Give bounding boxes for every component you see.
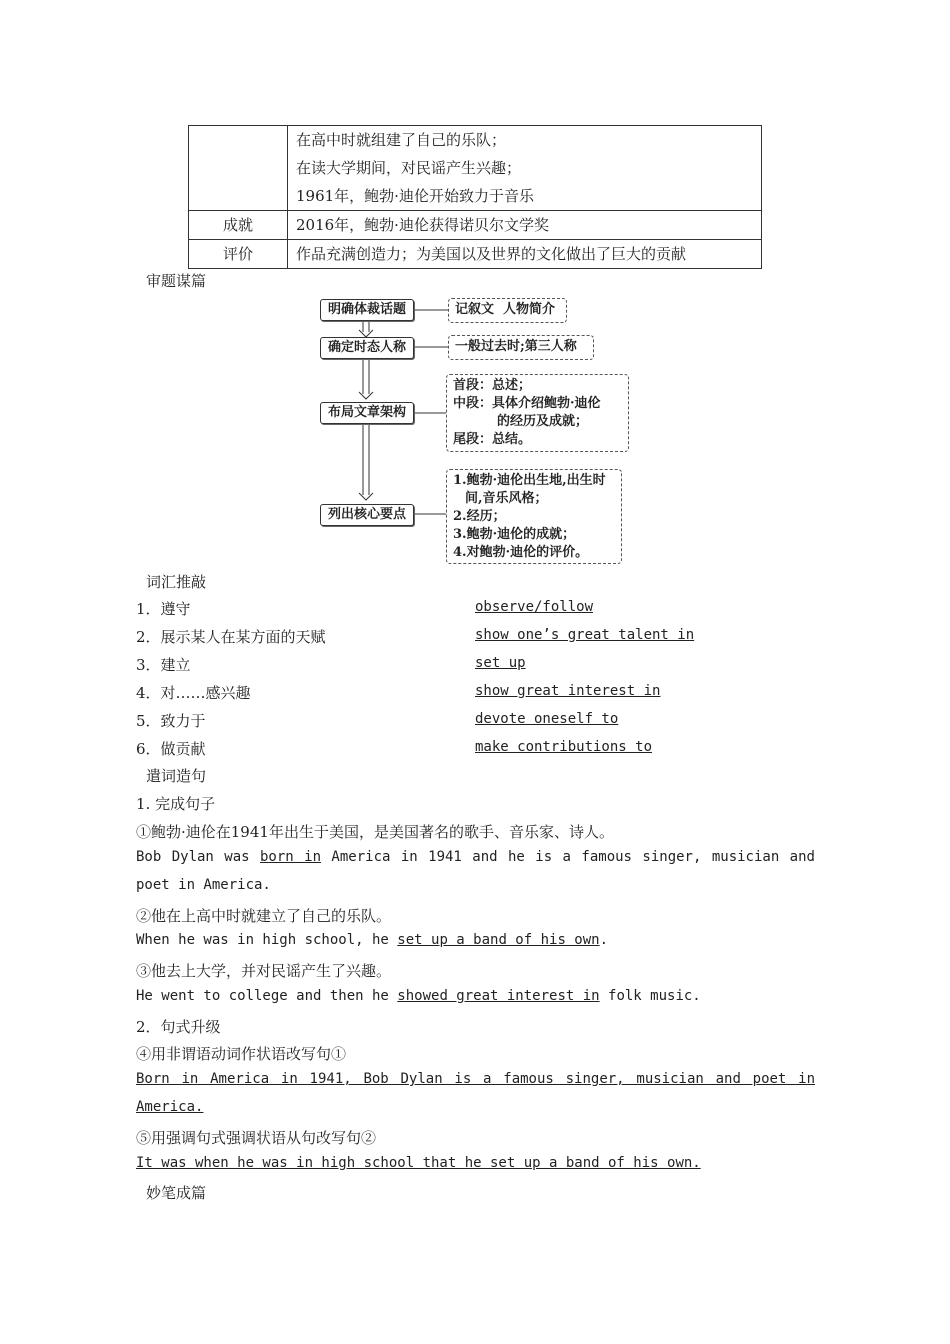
question-cn: ④用非谓语动词作状语改写句① [136, 1045, 347, 1063]
flow-step-tense: 确定时态人称 [320, 337, 414, 359]
flow-note-line: 中段：具体介绍鲍勃·迪伦 [453, 396, 601, 411]
answer-blank: set up a band of his own [397, 932, 600, 948]
table-label: 评价 [222, 245, 253, 263]
answer-line: He went to college and then he showed great interest in folk music. [136, 988, 701, 1004]
vocab-en: show great interest in [475, 683, 661, 699]
question-cn: ③他去上大学，并对民谣产生了兴趣。 [136, 962, 392, 980]
answer-line: When he was in high school, he set up a band of his own. [136, 932, 609, 948]
section-heading-sentences: 遣词造句 [146, 767, 207, 785]
question-cn: ⑤用强调句式强调状语从句改写句② [136, 1129, 377, 1147]
answer-blank: born in [260, 849, 321, 865]
flow-step-layout: 布局文章架构 [320, 402, 414, 424]
table-label: 成就 [222, 216, 253, 234]
part-title: 2．句式升级 [136, 1018, 221, 1036]
answer-blank: showed great interest in [397, 988, 600, 1004]
table-line: 2016年，鲍勃·迪伦获得诺贝尔文学奖 [296, 216, 549, 234]
flow-step-genre: 明确体裁话题 [320, 299, 414, 321]
table-row [189, 126, 762, 211]
answer-line: Born in America in 1941, Bob Dylan is a famous singer, musician and poet in [136, 1071, 815, 1087]
section-heading-analysis: 审题谋篇 [146, 272, 207, 290]
vocab-cn: 2．展示某人在某方面的天赋 [136, 628, 326, 646]
vocab-en: observe/follow [475, 599, 594, 615]
vocab-en: show one’s great talent in [475, 627, 695, 643]
answer-line: It was when he was in high school that he set up a band of his own. [136, 1155, 701, 1171]
answer-line: Bob Dylan was born in America in 1941 and he is a famous singer, musician and [136, 849, 815, 865]
question-cn: ②他在上高中时就建立了自己的乐队。 [136, 907, 392, 925]
vocab-en: make contributions to [475, 739, 653, 755]
flow-note-line: 尾段：总结。 [453, 432, 532, 447]
flow-note-line: 首段：总述； [453, 378, 532, 393]
vocab-cn: 3．建立 [136, 656, 191, 674]
table-line: 在读大学期间，对民谣产生兴趣； [296, 159, 522, 177]
flow-note-line: 间,音乐风格； [465, 491, 548, 506]
flow-step-points: 列出核心要点 [320, 504, 414, 526]
table-line: 在高中时就组建了自己的乐队； [296, 131, 507, 149]
vocab-en: devote oneself to [475, 711, 619, 727]
vocab-cn: 1．遵守 [136, 600, 191, 618]
vocab-cn: 5．致力于 [136, 712, 206, 730]
answer-line: poet in America. [136, 877, 271, 893]
flow-note-line: 2.经历； [453, 509, 506, 524]
flow-note-line: 3.鲍勃·迪伦的成就； [453, 527, 576, 542]
part-title: 1. 完成句子 [136, 795, 216, 813]
flow-note-tense: 一般过去时;第三人称 [448, 335, 594, 360]
flow-note-genre: 记叙文 人物简介 [448, 298, 567, 323]
vocab-cn: 6．做贡献 [136, 740, 206, 758]
table-cell [288, 126, 762, 211]
flow-note-points [446, 469, 622, 564]
table-line: 1961年，鲍勃·迪伦开始致力于音乐 [296, 187, 534, 205]
vocab-en: set up [475, 655, 526, 671]
table-row [189, 240, 762, 269]
flow-note-layout [446, 374, 629, 452]
section-heading-writing: 妙笔成篇 [146, 1184, 207, 1202]
question-cn: ①鲍勃·迪伦在1941年出生于美国，是美国著名的歌手、音乐家、诗人。 [136, 823, 614, 841]
section-heading-vocab: 词汇推敲 [146, 573, 207, 591]
bio-table [188, 125, 762, 269]
flow-note-line: 的经历及成就； [497, 414, 589, 429]
table-row [189, 211, 762, 240]
vocab-cn: 4．对……感兴趣 [136, 684, 251, 702]
table-line: 作品充满创造力；为美国以及世界的文化做出了巨大的贡献 [296, 245, 687, 263]
answer-line: America. [136, 1099, 204, 1115]
table-label [189, 126, 288, 211]
flow-note-line: 1.鲍勃·迪伦出生地,出生时 [453, 473, 606, 488]
flow-note-line: 4.对鲍勃·迪伦的评价。 [453, 545, 589, 560]
